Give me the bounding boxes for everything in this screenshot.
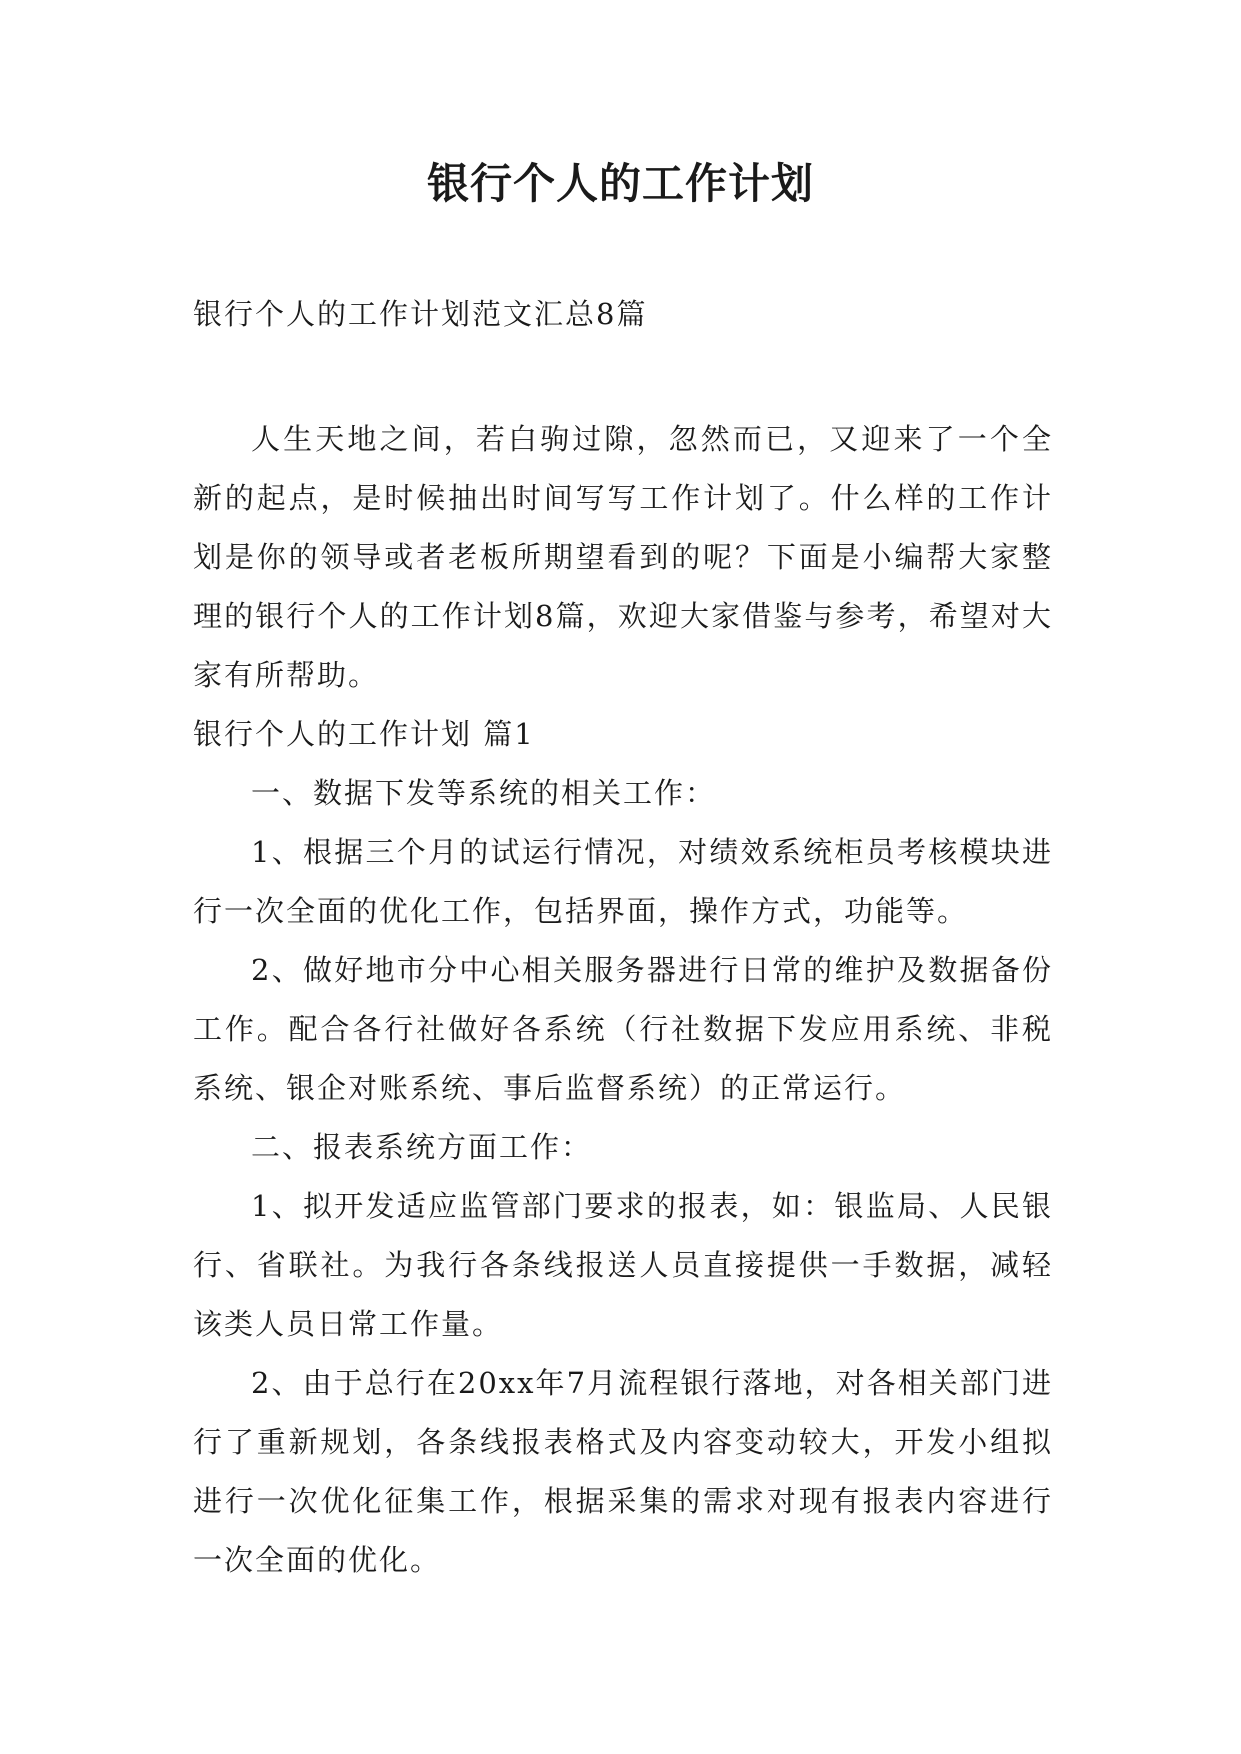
body-paragraph: 二、报表系统方面工作： [251,1130,593,1164]
body-paragraph: 1、拟开发适应监管部门要求的报表，如：银监局、人民银行、省联社。为我行各条线报送人员直接提供一手数据，减轻该类人员日常工作量。 [193,1189,1053,1341]
document-subtitle: 银行个人的工作计划范文汇总8篇 [193,297,648,331]
body-paragraph: 1、根据三个月的试运行情况，对绩效系统柜员考核模块进行一次全面的优化工作，包括界面，操作方式，功能等。 [193,835,1053,928]
section-heading: 银行个人的工作计划 篇1 [193,717,535,751]
body-paragraph: 一、数据下发等系统的相关工作： [251,776,717,810]
document-body [193,410,1053,1590]
intro-paragraph: 人生天地之间，若白驹过隙，忽然而已，又迎来了一个全新的起点，是时候抽出时间写写工作计划了。什么样的工作计划是你的领导或者老板所期望看到的呢？下面是小编帮大家整理的银行个人的工作计划8篇，欢迎大家借鉴与参考，希望对大家有所帮助。 [193,422,1053,692]
body-paragraph: 2、由于总行在20xx年7月流程银行落地，对各相关部门进行了重新规划，各条线报表格式及内容变动较大，开发小组拟进行一次优化征集工作，根据采集的需求对现有报表内容进行一次全面的优化。 [193,1366,1053,1577]
body-paragraph: 2、做好地市分中心相关服务器进行日常的维护及数据备份工作。配合各行社做好各系统（行社数据下发应用系统、非税系统、银企对账系统、事后监督系统）的正常运行。 [193,953,1053,1105]
document-title: 银行个人的工作计划 [426,159,814,208]
